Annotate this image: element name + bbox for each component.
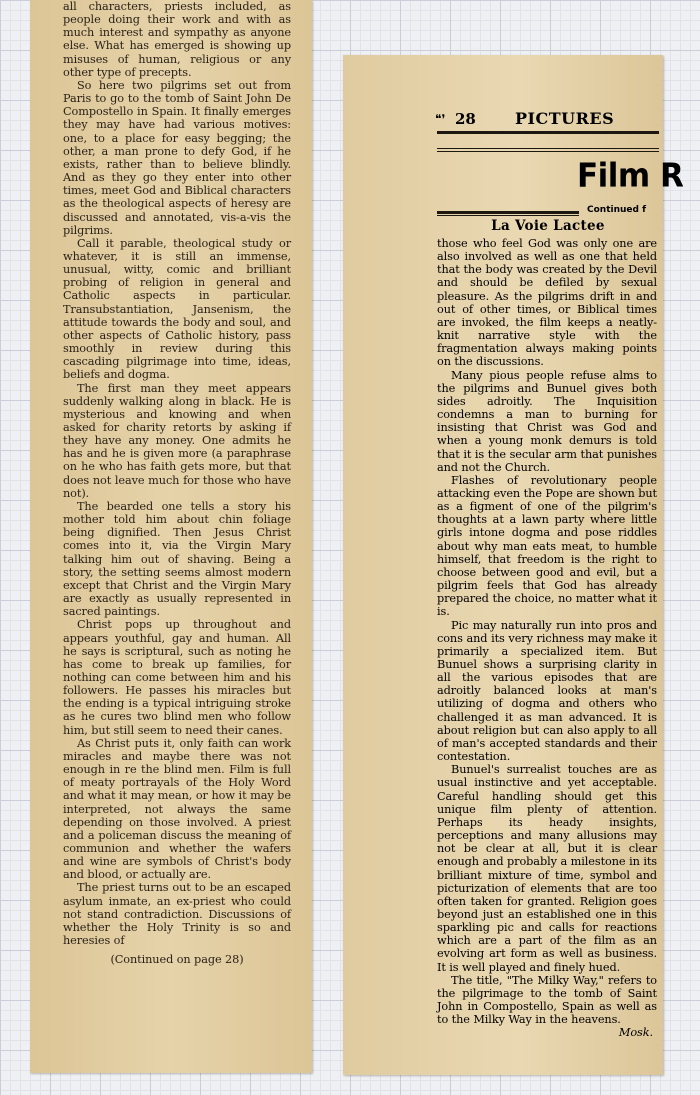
right-paragraph: Many pious people refuse alms to the pilgrims and Bunuel gives both sides adroitly. The Inquisition condemns a man to burning for insisting that Christ was God and when a young monk demurs is told that it is the secular arm that punishes and not the Church. — [437, 368, 657, 474]
left-paragraph: The first man they meet appears suddenly walking along in black. He is mysterious and knowing and when asked for charity retorts by asking if they have any money. One admits he has and he is given more (a paraphrase on he who has faith gets more, but that does not leave much for those who have not). — [63, 381, 291, 500]
continued-rule — [437, 211, 579, 214]
continued-from-line — [437, 206, 659, 218]
page-number: 28 — [455, 110, 476, 128]
left-paragraph: So here two pilgrims set out from Paris to go to the tomb of Saint John De Compostello in Spain. It finally emerges they may have had various motives: one, to a place for easy begging; the other, a man prone to defy God, if he exists, rather than to believe blindly. And as they go they enter into other times, meet God and Biblical characters as the theological aspects of heresy are discussed and annotated, vis-a-vis the pilgrims. — [63, 78, 291, 237]
left-paragraph: As Christ puts it, only faith can work miracles and maybe there was not enough in re the blind men. Film is full of meaty portrayals of the Holy Word and what it may mean, or how it may be interpreted, not always the same depending on those involved. A priest and a policeman discuss the meaning of communion and whether the wafers and wine are symbols of Christ's body and blood, or actually are. — [63, 736, 291, 882]
right-paragraph: those who feel God was only one are also involved as well as one that held that the body was created by the Devil and should be defiled by sexual pleasure. As the pilgrims drift in and out of other times, or Biblical times are invoked, the film keeps a neatly-knit narrative style with the fragmentation always making points on the discussions. — [437, 237, 657, 369]
left-paragraph: Christ pops up throughout and appears youthful, gay and human. All he says is scriptural, such as noting he has come to break up families, for nothing can come between him and his followers. He passes his miracles but the ending is a typical intriguing stroke as he cures two blind men who follow him, but still seem to need their canes. — [63, 618, 291, 737]
continued-label: Continued f — [587, 205, 646, 215]
left-newspaper-clipping — [30, 0, 312, 1073]
continued-on-note: (Continued on page 28) — [110, 953, 244, 967]
right-paragraph — [437, 973, 657, 1040]
right-paragraph: Bunuel's surrealist touches are as usual instinctive and yet acceptable. Careful handling should get this unique film plenty of attention. Perhaps its heady insights, perceptions and many allusions may not be clear at all, but it is clear enough and probably a milestone in its brilliant mixture of time, symbol and picturization of elements that are too often taken for granted. Religion goes beyond just an established one in this sparkling pic and calls for reactions which are a part of the film as an evolving art form as well as business. It is well played and finely hued. — [437, 763, 657, 974]
header-ornament: ❝❜ — [435, 112, 446, 126]
publication-name: PICTURES — [515, 109, 615, 128]
page-header — [435, 106, 663, 132]
left-paragraph: Call it parable, theological study or whatever, it is still an immense, unusual, witty, comic and brilliant probing of religion in general and Catholic aspects in particular. Transubstantiation, Jansenism, the attitude towards the body and soul, and other aspects of Catholic history, pass smoothly in review during this cascading pilgrimage into time, ideas, beliefs and dogma. — [63, 236, 291, 382]
reviewer-signature: Mosk. — [618, 1026, 653, 1040]
continued-rule — [437, 215, 579, 216]
right-paragraph: Flashes of revolutionary people attacking even the Pope are shown but as a figment of one of the pilgrim's thoughts at a lawn party where little girls intone dogma and pose riddles about why man eats meat, to humble himself, that freedom is the right to choose between good and evil, but a pilgrim feels that God has already prepared the choice, no matter what it is. — [437, 473, 657, 619]
left-paragraph: all characters, priests included, as people doing their work and with as much interest and sympathy as anyone else. What has emerged is showing up misuses of human, religious or any other type of precepts. — [63, 0, 291, 79]
review-title: La Voie Lactee — [491, 218, 605, 234]
divider-rule — [437, 151, 659, 152]
final-paragraph-text: The title, "The Milky Way," refers to the pilgrimage to the tomb of Saint John in Compostello, Spain as well as to the Milky Way in the heavens. — [437, 973, 657, 1027]
right-article-column — [437, 237, 657, 1040]
left-article-column — [63, 0, 291, 966]
left-paragraph: The bearded one tells a story his mother told him about chin foliage being dignified. Then Jesus Christ comes into it, via the Virgin Mary talking him out of shaving. Being a story, the setting seems almost modern except that Christ and the Virgin Mary are exactly as usually represented in sacred paintings. — [63, 499, 291, 619]
left-paragraph: The priest turns out to be an escaped asylum inmate, an ex-priest who could not stand contradiction. Discussions of whether the Holy Trinity is so and heresies of — [63, 881, 291, 948]
header-rule — [437, 131, 659, 134]
section-heading: Film R — [577, 157, 684, 195]
divider-rule — [437, 148, 659, 149]
right-paragraph: Pic may naturally run into pros and cons and its very richness may make it primarily a specialized item. But Bunuel shows a surprising clarity in all the various episodes that are adroitly balanced looks at man's utilizing of dogma and others who challenged it as man advanced. It is about religion but can also apply to all of man's accepted standards and their contestation. — [437, 618, 657, 764]
